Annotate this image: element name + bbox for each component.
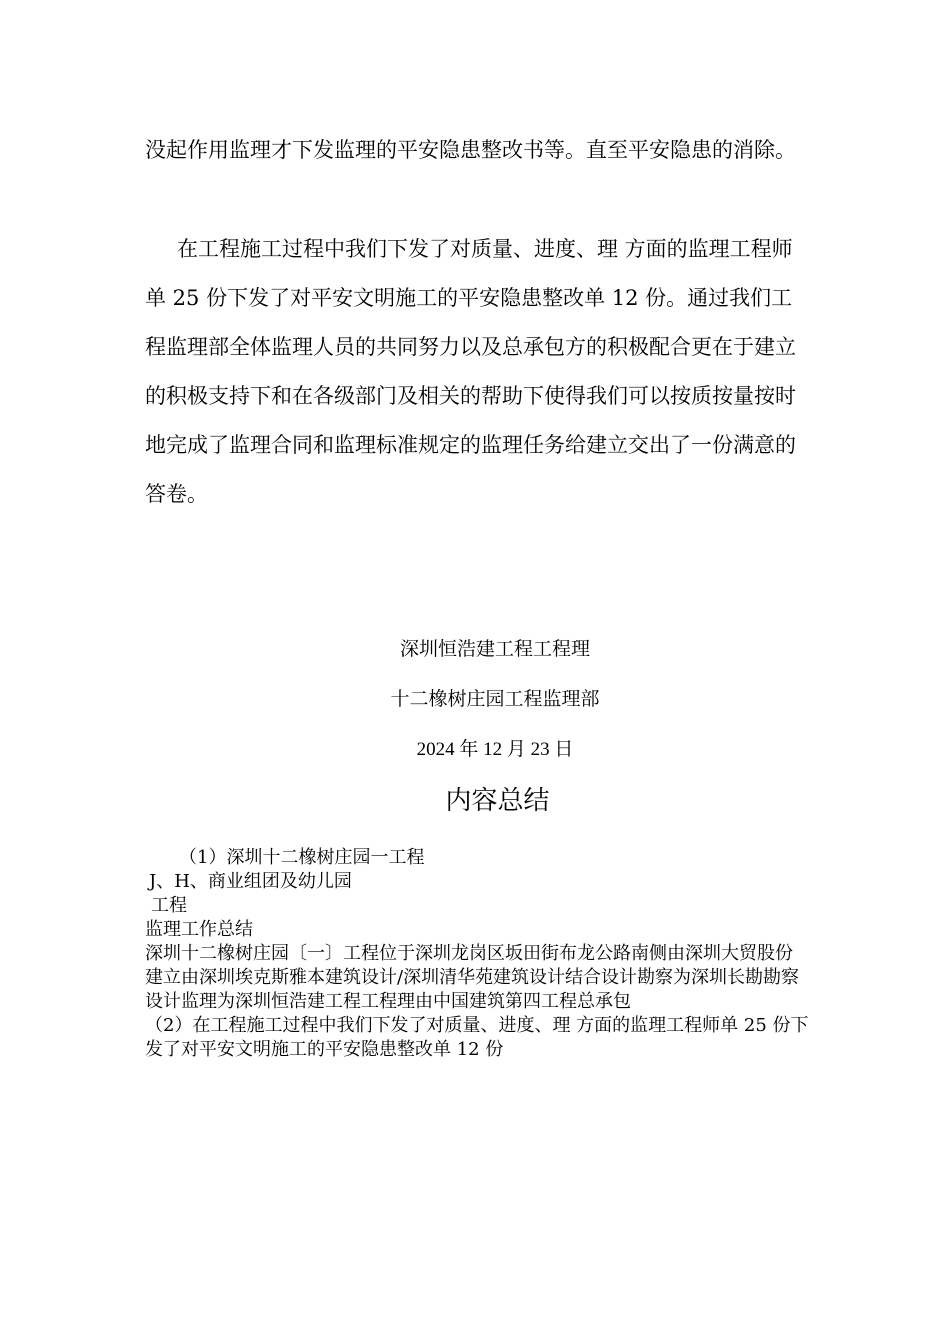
summary-line-2: J、H、商业组团及幼儿园 <box>149 871 352 892</box>
signature-department: 十二橡树庄园工程监理部 <box>390 688 600 710</box>
paragraph-supervision-results: 在工程施工过程中我们下发了对质量、进度、理 方面的监理工程师单 25 份下发了对平安文明施工的平安隐患整改单 12 份。通过我们工程监理部全体监理人员的共同努力以及总承包方的积极配合更在于建立的积极支持下和在各级部门及相关的帮助下使得我们可以按质按量按时地完成了监理合同和监理标准规定的监理任务给建立交出了一份满意的答卷。 <box>145 237 796 506</box>
paragraph-continuation: 没起作用监理才下发监理的平安隐患整改书等。直至平安隐患的消除。 <box>145 138 796 162</box>
signature-company: 深圳恒浩建工程工程理 <box>399 638 590 660</box>
summary-line-6: （2）在工程施工过程中我们下发了对质量、进度、理 方面的监理工程师单 25 份下发了对平安文明施工的平安隐患整改单 12 份 <box>145 1015 809 1060</box>
signature-date: 2024 年 12 月 23 日 <box>416 739 574 760</box>
summary-line-3: 工程 <box>151 895 187 916</box>
summary-heading: 内容总结 <box>445 786 550 816</box>
summary-block <box>145 846 810 1062</box>
summary-line-5: 深圳十二橡树庄园〔一〕工程位于深圳龙岗区坂田街布龙公路南侧由深圳大贸股份建立由深圳埃克斯雅本建筑设计/深圳清华苑建筑设计结合设计勘察为深圳长勘勘察设计监理为深圳恒浩建工程工程理由中国建筑第四工程总承包 <box>145 943 800 1012</box>
summary-line-4: 监理工作总结 <box>145 919 253 940</box>
summary-line-1: （1）深圳十二橡树庄园一工程 <box>179 847 425 868</box>
